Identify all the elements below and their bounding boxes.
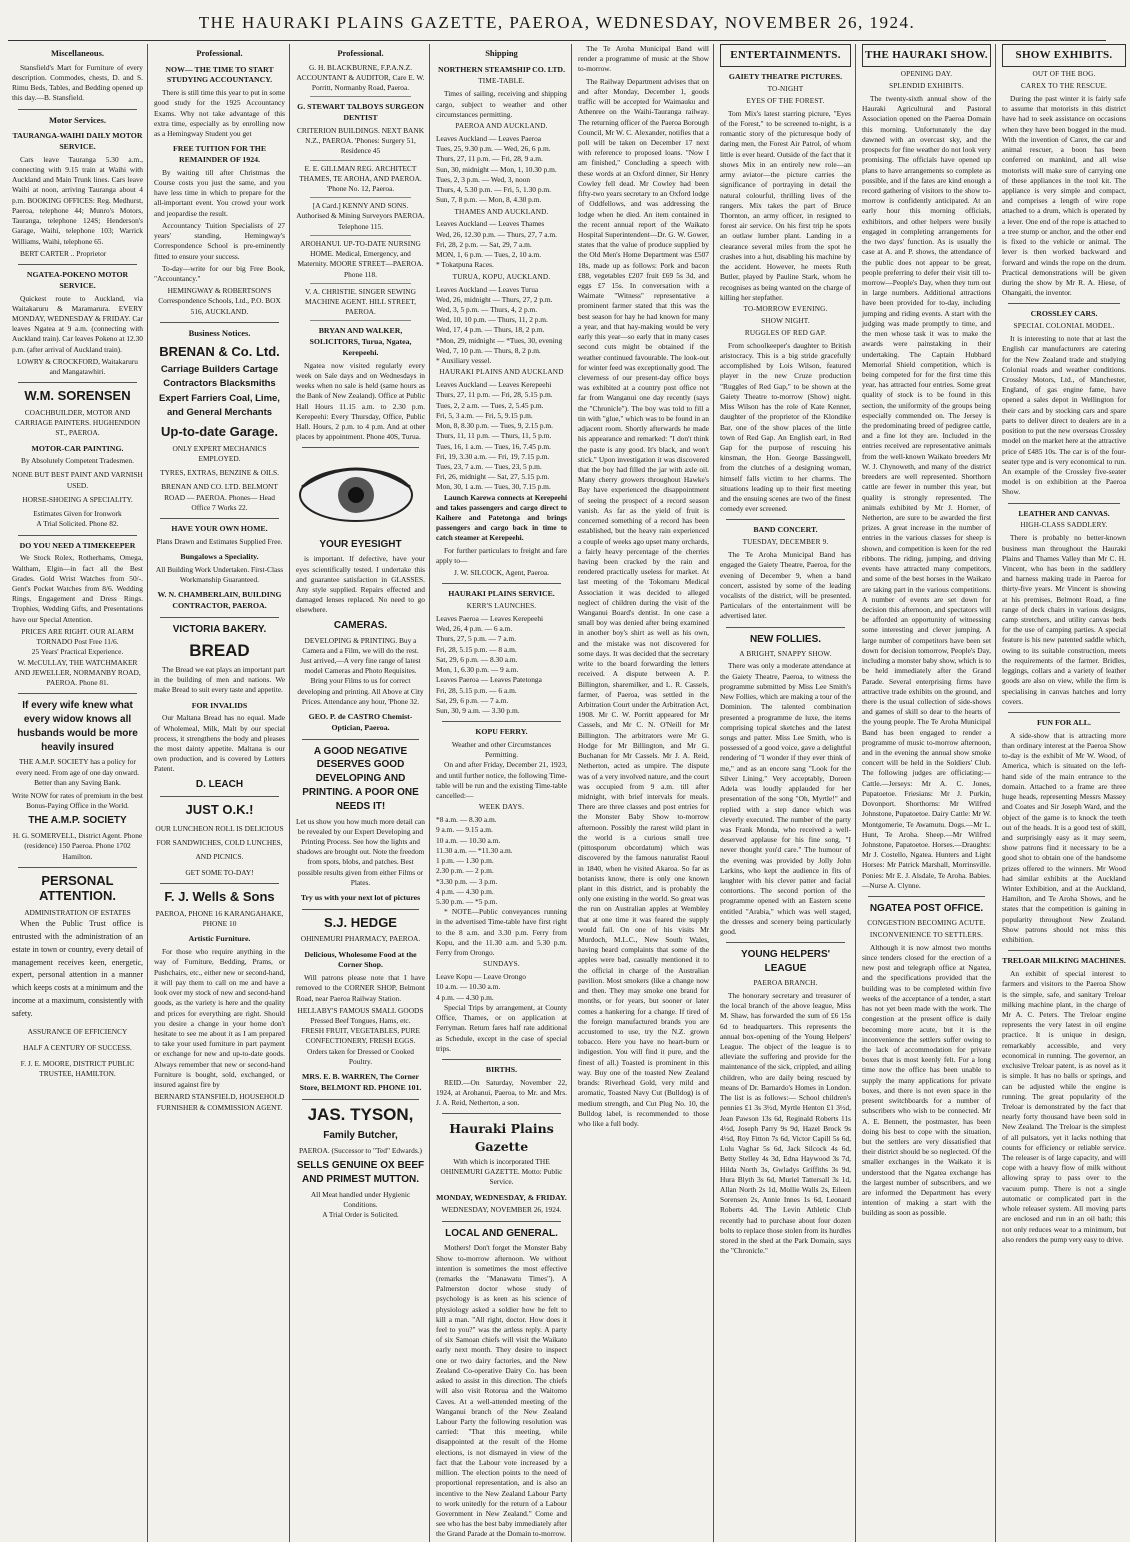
table-row: Leave Kopu — Leave Orongo: [436, 972, 526, 982]
bryan-text: Ngatea now visited regularly every week on Sale days and on Wednesdays in weeks when no sale is held (same hours as the Bank of New Zealand). Office at Public Hall Hours 11.15 a.m. to 2.30 p.m. Kerepeehi: Every Thursday, Office, Public Hall. Hours, 2 p.m. to 4 p.m. And at other places by appointment. Phone 40S, Turua.: [296, 360, 425, 442]
timetable-heading: TIME-TABLE.: [478, 77, 525, 86]
table-row: Thurs, 27, 11 p.m. — Fri, 28, 5.15 p.m.: [436, 390, 553, 400]
table-row: 2.30 p.m. — 2 p.m.: [436, 866, 494, 876]
warren: MRS. E. B. WARREN, The Corner Store, BELMONT RD. PHONE 101.: [299, 1072, 422, 1092]
news-body: The Railway Department advises that on and after Monday, December 1, goods traffic will be accepted for Waimauku and Athenree on the Waihi-Tauranga railway. The returning officer of the Paeroa Borough Council, Mr W. C. Alexander, notifies that a poll will be taken on December 17 next with reference to proposed loans. "Now I am finished," Concluding a speech with these words at an Oxford dinner, Sir Henry Cowley fell dead. Mr Cowley had been fifty-two years secretary to an Oxford lodge of Oddfellows, and was addressing the lodge when he died. An item contained in the recent annual report of the Waikato Hospital Superintendent—Dr. G. W. Gower, states that the value of produce supplied by the Old Men's Home Department was £507 18s, made up as follows: Pork and bacon £88, vegetables £207 fruit £69 5s 3d, and eggs £7 15s. In conversation with a Waimate "Witness" representative a prominent farmer stated that this was the best season for hay he had known for many a year, and that hay-making would be very early this year—so early that in many cases second cuts might be obtained if the weather continued favourable. The look-out for winter feed was exceptionally good. The cleverness of our present-day office boys was exhibited at a country post office not far from Wanganui one day recently (says the "Chronicle"). The boy was told to fill a tin with "glue," which was to be found in an adjacent room. Shortly afterwards he made his appearance and remarked: "I don't think the paste is any good. It's black, and won't stick." Upon investigation it was discovered that the boy had filled the jar with axle oil. Many cherry growers throughout Hawke's Bay have experienced the disappointment of seeing the prospect of a record season vanish. As far as the yield of fruit is concerned something of a record has been established, but the heavy rain experienced a couple of weeks ago upset many orchards, a fairly heavy percentage of the cherries having been cracked by the rain and rendered practically useless for market. At last meeting of the Tokomaru Medical Association it was decided to alleged neglect of children during the visit of the Wanganui Board's dentist. In one case a small boy was denied after being examined in another boy's shirt as well as his own, and the mistake was not discovered for some days. It was decided that the secretary write to the board forwarding the letters received. A dispute between A. P. Billington, sharemilker, and L. R. Cassels, farmer, of Paeroa, was settled in the Arbitration Court under the Arbitration Act, 1908. Mr C. W. Porritt appeared for Mr Cassels, and Mr C. N. O'Neill for Mr Billington. The arbitrators were Mr G. Hodge for Mr Billington, and Mr G. Buchanan for Mr Cassels. Mr J. A. Reid, Netherton, acted as umpire. The dispute was of a very involved nature, and the court was occupied from 9 a.m. till after midnight, with brief intervals for meals. There are three classes and post entries for the Monster Baby Show to-morrow afternoon. Possibly the rarest wild plant in the world is a curious small tree (pittosporum obcordatum) which was discovered by the famous naturalist Raoul in 1840, when he visited Akaroa. So far as botanists know, there is only one known plant in this district, and is probably the only one existing in the world. So great was the run on Australian apples at Wembley that at one time it was feared the supply would fail. On one of his visits Mr Murdoch, M.L.C., New South Wales, having heard complaints that some of the apples were bad, casually mentioned it to the official in charge of the Australian pavilion. Most smokers (like a change now and then. They may smoke one brand for months, or for years, but sooner or later comes a hankering for a change. If tired of the foreign manufactured brands you are accustomed to use, try the N.Z. grown tobacco. Here you have no heart-burn or indigestion. You will find it pure, and the finest of all.) Toasted is prominent in this way. Buy one of the toasted New Zealand brands: Riverhead Gold, very mild and aromatic, Toasted Navy Cut (Bulldog) is of medium strength, and Cut Plug No. 10, the Bulldog label, is recommended to those who like a full body.: [578, 76, 709, 1128]
young-helpers-text: The honorary secretary and treasurer of the local branch of the above league, Miss M. Shaw, has forwarded the sum of £6 15s 6d to headquarters. This represents the annual box-opening of the Young Helpers' League. The object of the league is to alleviate the suffering and provide for the maintenance of the sick, crippled, and ailing children, who are daily being rescued by means of Dr. Barnardo's Homes in London. The list is as follows:— School children's pennies £1 3s 3½d, Myrtle Henton £1 3½d, Jean Pawson 13s 6d, Reginald Roberts 11s 4½d, Joseph Parry 9s 9d, Hazel Brock 9s 4½d, Roy Fitton 7s 6d, Victor Capill 5s 6d, Lulu Vaghar 5s 6d, Jack Silcock 4s 6d, Betty Stelley 4s 3d, Edna Haywood 3s 7d, Hilda North 3s, Gwladys Griffiths 3s 9d, Hura Blyth 3s 6d, Muriel Tattersall 3s 1d, Allan North 2s 1d, Mollie Walls 2s, Eileen Sorensen 2s, Annie Innes 1s 6d, Leonard Roberts 4d. The Levin Athletic Club recently had to purchase about four dozen bolts to replace those stolen from its hurdles stored in the shed at the Park Domain, says the "Chronicle.": [720, 990, 851, 1256]
paeroa-auckland-heading: PAEROA AND AUCKLAND.: [455, 122, 548, 131]
table-row: 9 a.m. — 9.15 a.m.: [436, 825, 493, 835]
wells-address: PAEROA, PHONE 16 KARANGAHAKE, PHONE 10: [155, 909, 284, 929]
mccullay: W. McCULLAY, THE WATCHMAKER AND JEWELLER, NORMANBY ROAD, PAEROA. Phone 81.: [14, 657, 141, 687]
timekeeper-heading: DO YOU NEED A TIMEKEEPER: [19, 540, 136, 550]
carex-rescue: CAREX TO THE RESCUE.: [1020, 82, 1108, 91]
fun-text: A side-show that is attracting more than ordinary interest at the Paeroa Show to-day is the exhibit of Mr W. Wood, of America, which is situated on the left-hand side of the main entrance to the domain. Attached to a frame are three huge heads, representing Messrs Massey and Coates and Sir Joseph Ward, and the object of the game is to knock the teeth out of the heads. It is a good test of skill, and surprisingly easy as it may seem, show patrons find it necessary to be a good shot to obtain one of the handsome prizes offered to the winners. Mr Wood had similar exhibits at the Auckland Winter Exhibition, and at the Auckland, Hamilton, and Te Aroha Shows, and he states that the competition is gaining in popularity throughout New Zealand. Show patrons should not miss this exhibition.: [1002, 730, 1126, 945]
table-row: Thurs, 11, 11 p.m. — Thurs, 11, 5 p.m.: [436, 431, 552, 441]
section-shipping: Shipping: [485, 48, 518, 58]
section-professional: Professional.: [196, 48, 243, 58]
ruggles-text: From schoolkeeper's daughter to British aristocracy. This is a big stride gracefully accomplished by Lois Wilson, featured player in the new Cruze production "Ruggles of Red Gap," to be shown at the Gaiety Theatre to-morrow (Show) night. Miss Wilson has the role of Kate Kenner, daughter of the proprietor of the Klondike Bar, one of the show places of the little town of Red Gap. An English earl, in Red Gap for the purpose of rescuing his kinsman, the Hon. George Bassingwell, from the clutches of a designing woman, himself falls victim to her charms. The situations leading up to their first meeting and the ensuing scenes are two of the finest comedy ever screened.: [720, 340, 851, 514]
entertainments-heading: ENTERTAINMENTS.: [720, 44, 851, 67]
milking-text: An exhibit of special interest to farmers and visitors to the Paeroa Show is the simple, safe, and sanitary Treloar milking machine plant, in the charge of Mr A. C. Peters. The Treloar engine represents the very latest in oil engine practice. It is unique in design, remarkably accessible, and very economical in running. The governor, an exclusive Treloar patent, is as novel as it is simple. It has no balls or springs, and can be adjusted while the engine is running. The great popularity of the Treloar is demonstrated by the fact that nearly forty thousand have been sold in New Zealand. The Treloar is the simplest of all pulsators, yet it lacks nothing that counts for efficiency or reliable service. The releaser is of large capacity, and will cope with a heavy flow of milk without allowing spray to pass over to the vacuum pump. There is not a single automatic or complicated part in the whole releaser system. All moving parts are enclosed and run in an oil bath; this not only reduces wear to a minimum, but also renders the pump very easy to drive.: [1002, 969, 1126, 1244]
table-row: Thurs, 27, 11 p.m. — Fri, 28, 9 a.m.: [436, 154, 543, 164]
divider: [442, 721, 561, 722]
estimates: Estimates Given for Ironwork: [33, 509, 122, 519]
admin-text: When the Public Trust office is entrusted with the administration of an estate in town or country, every detail of management receives keen, energetic, expert, personal attention in a manner which keeps costs at a minimum and the income at a maximum, consistently with safety.: [12, 919, 143, 1018]
corner-shop: Delicious, Wholesome Food at the Corner Shop.: [304, 949, 417, 970]
table-row: Fri, 28, 2 p.m. — Sat, 29, 7 a.m.: [436, 239, 532, 249]
eyes-forest-text: Tom Mix's latest starring picture, "Eyes of the Forest," to be screened to-night, is a romantic story of the picturesque body of daring men, the Forest Air Patrol, of whom little is ever heard. Outside of the fact that it shows Mix in an entirely new role—an army aviator—the picture carries the significance of portraying in detail the natural colourful, thrilling lives of the rangers. Mix takes the part of Bruce Thornton, an army officer, in resigned to forest air service. On his first trip he spots an outlaw lumber plant. Landing in a clearance several miles from the spot he crashes into a hut, disabling his machine by the accident. However, he meets Ruth Butler, played by Pauline Stark, whom he recognises as being wanted on the charge of killing her stepfather.: [720, 108, 851, 302]
column-1: [8, 44, 148, 1542]
fun-heading: FUN FOR ALL.: [1037, 718, 1091, 728]
mechanics: ONLY EXPERT MECHANICS EMPLOYED.: [172, 443, 267, 463]
brenan-address: BRENAN AND CO. LTD. BELMONT ROAD — PAEROA. Phones— Head Office 7 Works 22.: [161, 482, 278, 512]
tauranga-sign: BERT CARTER .. Proprietor: [20, 248, 107, 258]
invalids-heading: FOR INVALIDS: [191, 700, 248, 710]
divider: [160, 518, 279, 519]
hedge-sub: OHINEMURI PHARMACY, PAEROA.: [300, 934, 421, 944]
divider: [18, 867, 137, 868]
personal-heading: PERSONAL ATTENTION.: [38, 872, 117, 904]
follies-text: There was only a moderate attendance at the Gaiety Theatre, Paeroa, to witness the programme submitted by Miss Lee Smith's New Follies, which are making a tour of the Dominion. The talented combination presented a programme de luxe, the items comprising topical sketches and the latest songs and patter. Miss Lee Smith, who is possessed of a good voice, gave a delightful rendering of "I wonder if they ever think of me," and as an encore sang "Look for the Silver Lining." Very acceptably, Doreen Adela was loudly applauded for her presentation of the song "Oh, Myrtle!" and replied with a step dance which was cleverly executed. The number of the party was Frank Monda, who received a well-deserved applause for his fine song, "I never thought you'd care." The humour of the evening was provided by Jolly John Larkins, who kept the audience in fits of laughter with his clever patter and facial contortions. The second portion of the programme opened with an Eastern scene entitled "Arabia," which was well staged, the dresses and scenery being particularly good.: [720, 661, 851, 937]
post-office-heading: NGATEA POST OFFICE.: [869, 903, 984, 915]
tyson-name: JAS. TYSON,: [307, 1104, 414, 1124]
crossley-heading: CROSSLEY CARS.: [1030, 309, 1098, 319]
table-row: Tues, 25, 9.30 p.m. — Wed, 26, 6 p.m.: [436, 144, 551, 154]
table-row: Sun, 30, 9 a.m. — 3.30 p.m.: [436, 706, 520, 715]
table-row: Wed, 26, 12.30 p.m. — Thurs, 27, 7 a.m.: [436, 229, 557, 239]
thames-auckland-heading: THAMES AND AUCKLAND.: [454, 207, 549, 216]
follies-heading: NEW FOLLIES.: [749, 633, 822, 645]
hauraki-auckland-table: [436, 380, 567, 492]
gazette-date: WEDNESDAY, NOVEMBER 26, 1924.: [441, 1205, 562, 1215]
hauraki-show-heading: THE HAURAKI SHOW.: [862, 44, 991, 67]
table-row: 4 p.m. — 4.30 p.m.: [436, 886, 494, 896]
show-night: SHOW NIGHT.: [761, 316, 810, 325]
divider: [302, 447, 419, 448]
free-tuition: FREE TUITION FOR THE REMAINDER OF 1924.: [172, 144, 267, 165]
tomorrow-evening: TO-MORROW EVENING.: [743, 304, 828, 313]
negative-heading: A GOOD NEGATIVE DESERVES GOOD DEVELOPING AND PRINTING. A POOR ONE NEEDS IT!: [302, 745, 419, 812]
section-misc: Miscellaneous.: [50, 48, 105, 58]
kerrs-launches: KERR'S LAUNCHES.: [466, 602, 537, 611]
column-5: [574, 44, 714, 1542]
de-castro: GEO. P. de CASTRO Chemist-Optician, Paeroa.: [308, 712, 413, 732]
show-text: The twenty-sixth annual show of the Hauraki Agricultural and Pastoral Association opened on the Paeroa Domain this morning. Unfortunately the day dawned with an overcast sky, and the prospects for fine weather do not look very promising. The officials have opened up plans to have arrangements so complete as possible, and if the fates are kind enough a record gathering of visitors to the show to-morrow is confidently anticipated. At an early hour this morning officials, exhibitors, and other helpers were busily engaged in completing arrangements for the two days' function. As is usually the case at A. and P. shows, the attendance of the public does not appear to be great, people preferring to defer their visit till to-morrow—People's Day, when they turn out in large numbers. Additional attractions have been provided for to-day, including jumping and riding events. A start with the judging was made promptly to time, and the men whose task it was to make the awards were painstaking in their undertaking. The Captain Hubbard Memorial Shield competition, which is being competed for for the first time this year, has attracted four entries. Some great quality of stock is to be found in this section, the uniformity of the groups being especially commended on. The Jersey is the predominating breed of pedigree cattle, and a fine lot they are. Included in the entries received are representative animals from the well-known Waikato breeders Mr W. J. Chynoweth, and many of the district breeders are well represented. Shorthorn cattle are fewer in number this year, but quality is strongly represented. The animals exhibited by Mr J. Horner, of Netherton, are sure to be awarded the first prizes. A great increase in the number of entries in the various classes for sheep is shown, and competition is keen for the red ribbons. The riding, jumping, and driving events have attracted many competitors, and some of the best horses in the Waikato are taking part in the various competitions. A number of events are set down for decision this afternoon, and spectators will be afforded an opportunity of witnessing some interesting and clever jumping. A large number of competitors have been set down for decision tomorrow, People's Day, including a monster baby show, which is to be held immediately after the Grand Parade. Several enterprising firms have attractive trade exhibits on the ground, and there is the usual collection of side-shows and games of skill so dear to the hearts of the young people. The Te Aroha Municipal Band has been engaged to render a programme of music to-morrow afternoon, and in the evening the annual show smoke concert will be held in the Soldiers' Club. The following judges are officiating:— Cattle.—Jerseys: Mr A. C. Jones, Pupatoetoe. Friesians: Mr J. Purkin, Dovonport. Shorthorns: Mr Wilfred Johnstone, Pupatoetoe. Dairy Cattle: Mr W. Montgomerie, Te Awamutu. Dogs.—Mr L. Hunt, Te Aroha. Sheep.—Mr Wilfred Johnstone, Papatoetoe. Horses.—Draughts: Mr J. Costello, Ngatea. Hunters and Light Horses: Mr Patrick Marshall, Morrinsville. Ponies: Mr E. J. Alsdale, Te Aroha. Babies.—Nurse A. Clynne.: [862, 94, 991, 890]
sorensen-name: W.M. SORENSEN: [24, 388, 131, 404]
band-date: TUESDAY, DECEMBER 9.: [742, 538, 829, 547]
stansfield-notice: Stansfield's Mart for Furniture of every description. Commodes, chests, D. and S. Rimu Beds, Tables, and Bedding opened up this day.—B. Stansfield.: [12, 62, 143, 103]
column-7: [858, 44, 996, 1542]
table-row: Mon, 1, 6.30 p.m. — 9 a.m.: [436, 665, 519, 675]
divider: [310, 197, 411, 198]
table-row: MON, 1, 6 p.m. — Tues, 2, 10 a.m.: [436, 250, 542, 260]
hygienic: All Meat handled under Hygienic Conditions.: [310, 1189, 411, 1209]
kenny: [A Card.] KENNY AND SONS. Authorised & Mining Surveyors PAEROA. Telephone 115.: [296, 201, 425, 231]
post-office-text: Although it is now almost two months since tenders closed for the erection of a new post and telegraph office at Ngatea, and the specifications provided that the building was to be completed within five weeks of the acceptance of a tender, a start has not yet been made with the work. The congestion at the present office is daily becoming more acute, but it is the inconvenience the settlers suffer owing to the lack of accommodation for private boxes that is most keenly felt. For a long time now the office has been unable to supply the many applications for private boxes, and there is not even space in the present switchboards for a number of subscribers who wish to be connected. Mr A. E. Bennett, the postmaster, has been doing his best to cope with the situation, but the settlers are very dissatisfied that their district should be so neglected. Of the smaller exchanges in the Waikato it is understood that the Ngatea exchange has the largest number of subscribers, and we are informed the Department has every intention of making a start with the building as soon as possible.: [862, 942, 991, 1218]
table-row: * Auxiliary vessel.: [436, 356, 492, 366]
horse-text: HORSE-SHOEING A SPECIALITY.: [22, 494, 133, 504]
table-row: Fri, 19, 3.30 a.m. — Fri, 19, 7.15 p.m.: [436, 451, 550, 461]
amp-write: Write NOW for rates of premium in the best Bonus-Paying Office in the World.: [12, 791, 143, 811]
tyres: TYRES, EXTRAS, BENZINE & OILS.: [160, 468, 279, 478]
accountancy-heading: NOW— THE TIME TO START STUDYING ACCOUNTANCY.: [165, 64, 274, 85]
table-row: Wed, 7, 10 p.m. — Thurs, 8, 2 p.m.: [436, 345, 541, 355]
table-row: Wed, 26, 4 p.m. — 6 a.m.: [436, 624, 513, 634]
divider: [310, 235, 411, 236]
local-general-text: Mothers! Don't forget the Monster Baby Show to-morrow afternoon. We without intention is sometimes the most effective (remarks the "Manawatu Times"). A Palmerston doctor whose study of psychology is as keen as his science of physiology asked a soldier how he felt to kill a man. "All right, doctor. How does it feel to you?" was the artless reply. A party of six Samoan chiefs will visit the Waikato early next month. They desire to inspect one or two dairy factories, and the New Zealand Co-operative Dairy Co. has been asked to assist in this direction. The chiefs will also visit Rotorua and the Waitomo Caves. At a well-attended meeting of the Wanganui branch of the New Zealand Labour Party the following resolution was carried: "That this meeting, while disappointed at the result of the Home elections, is not dismayed in view of the fact that the Labour vote increased by a million. The election points to the need of proportional representation, and is also an incentive to the New Zealand Labour Party to work unitedly for the return of a Labour Government in New Zealand." Come and see who has the best baby immediately after the Grand Parade at the Domain to-morrow.: [436, 1243, 567, 1539]
cameras-heading: CAMERAS.: [333, 619, 388, 631]
divider: [310, 160, 411, 161]
milking-heading: TRELOAR MILKING MACHINES.: [1002, 956, 1126, 966]
cameras-text: DEVELOPING & PRINTING. Buy a Camera and a Film, we will do the rest. Just arrived,—A very fine range of latest model Cameras and Photo Requisites. Bring your Films to us for correct developing and printing. All Above at City Prices. Attendance any hour, 'Phone 32.: [297, 635, 424, 706]
splendid-exhibits: SPLENDID EXHIBITS.: [889, 82, 964, 91]
week-days-table: [436, 815, 567, 907]
garage-heading: Up-to-date Garage.: [160, 424, 278, 440]
births-heading: BIRTHS.: [485, 1064, 518, 1074]
table-row: 10 a.m. — 10.30 a.m.: [436, 835, 501, 845]
divider: [442, 583, 561, 584]
eye-icon: [296, 457, 416, 527]
divider: [310, 96, 411, 97]
divider: [442, 1221, 561, 1222]
column-8: [998, 44, 1130, 1542]
northern-steamship: NORTHERN STEAMSHIP CO. LTD.: [437, 64, 566, 74]
hellaby: HELLABY'S FAMOUS SMALL GOODS: [297, 1005, 424, 1015]
band-intro: The Te Aroha Municipal Band will render a programme of music at the Show to-morrow.: [578, 44, 709, 74]
table-row: 4 p.m. — 4.30 p.m.: [436, 992, 494, 1002]
kopu-text: On and after Friday, December 21, 1923, and until further notice, the following Time-table will be run and the existing Time-table cancelled:—: [436, 760, 567, 801]
ferry-note: * NOTE—Public conveyances running in the advertised Time-table have first right to the 8 a.m. and 3.30 p.m. Ferry from Kopu, and the 11.30 a.m. and 5.30 p.m. Ferry from Orongo.: [436, 907, 567, 958]
table-row: Wed, 17, 4 p.m. — Thurs, 18, 2 p.m.: [436, 325, 545, 335]
table-row: Sat, 29, 6 p.m. — 8.30 a.m.: [436, 654, 518, 664]
divider: [1008, 950, 1120, 951]
opening-day: OPENING DAY.: [900, 70, 953, 79]
artistic-text: For those who require anything in the way of Furniture, Bedding, Prams, or Pushchairs, etc., either new or second-hand, it will pay them to call on me and have a look over my stock of new and second-hand goods, as the variety is here and the quality and prices for everything are right. Should you desire a change in your home don't hesitate to see me about it as I am prepared to take your used furniture in part payment or exchange for new and up-to-date goods. Always remember that new or second-hand Furniture is bought, sold, exchanged, or insured against fire by: [154, 947, 285, 1090]
table-row: *Mon, 29, midnight — *Tues, 30, evening: [436, 335, 563, 345]
table-row: Leaves Paeroa — Leaves Kerepeehi: [436, 614, 544, 624]
trustee: F. J. E. MOORE, DISTRICT PUBLIC TRUSTEE, HAMILTON.: [20, 1059, 135, 1079]
just-ok: JUST O.K.!: [185, 802, 254, 818]
brenan-name: BRENAN & Co. Ltd.: [159, 343, 280, 359]
timekeeper-text: We Stock Rolex, Rotherhams, Omega, Waltham, Elgin—in fact all the Best Grades. Gold Wrist Watches from 50/-. Gent's Pocket Watches from 8/6. Wedding Rings, Engagement and Dress Rings. Trophies, Wedding Gifts, and Presentations have our Special Attention.: [12, 553, 143, 624]
ngatea-heading: NGATEA-POKENO MOTOR SERVICE.: [26, 270, 129, 290]
trial: A Trial Solicited. Phone 82.: [36, 519, 119, 529]
divider: [726, 627, 845, 628]
wife-heading: If every wife knew what every widow knows all husbands would be more heavily insured: [17, 700, 138, 753]
hedge-name: S.J. HEDGE: [324, 914, 397, 930]
plans: Plans Drawn and Estimates Supplied Free.: [156, 536, 283, 546]
table-row: Fri, 26, midnight — Sat, 27, 5.15 p.m.: [436, 472, 550, 482]
table-row: Mon, 30, 1 a.m. — Tues, 30, 7.15 p.m.: [436, 482, 551, 492]
divider: [18, 109, 137, 110]
bungalows: Bungalows a Speciality.: [180, 552, 259, 562]
divider: [18, 535, 137, 536]
divider: [442, 1059, 561, 1060]
columns: [8, 44, 1126, 1539]
divider: [18, 693, 137, 694]
divider: [726, 519, 845, 520]
section-professional: Professional.: [337, 48, 384, 58]
week-days-heading: WEEK DAYS.: [478, 803, 525, 812]
tauranga-heading: TAURANGA-WAIHI DAILY MOTOR SERVICE.: [12, 131, 143, 152]
tyson-address: PAEROA. (Successor to "Ted" Edwards.): [298, 1145, 423, 1155]
leach-name: D. LEACH: [195, 778, 244, 790]
divider: [18, 382, 137, 383]
bread-text: The Bread we eat plays an important part in the building of men and nations. We make Bread to suit every taste and appetite.: [154, 664, 285, 695]
paeroa-auckland-table: [436, 134, 567, 206]
table-row: Wed, 26, midnight — Thurs, 27, 2 p.m.: [436, 294, 553, 304]
tauranga-text: Cars leave Tauranga 5.30 a.m., connecting with 9.15 train at Waihi with Auckland and Main Trunk lines. Cars leave Waihi at noon, arriving Tauranga about 4 p.m. BOOKING OFFICES: Reg. Medhurst, Paeroa, telephone 44; Munro's Motors, Tauranga, telephone 124S; Henderson's Garage, Waihi, telephone 103; Warrick Williams, Waihi, telephone 65.: [12, 154, 143, 246]
table-row: Tues, 2, 3 p.m. — Wed, 3, noon: [436, 174, 531, 184]
bryan: BRYAN AND WALKER, SOLICITORS, Turua, Ngatea, Kerepeehi.: [309, 326, 412, 357]
gaiety-theatre: GAIETY THEATRE PICTURES.: [728, 72, 843, 82]
divider: [1008, 503, 1120, 504]
chamberlain: W. N. CHAMBERLAIN, BUILDING CONTRACTOR, PAEROA.: [157, 590, 282, 610]
table-row: *3.30 p.m. — 3 p.m.: [436, 876, 498, 886]
eyes-forest-heading: EYES OF THE FOREST.: [746, 96, 825, 105]
table-row: Thurs, 27, 5 p.m. — 7 a.m.: [436, 634, 517, 644]
talboys: G. STEWART TALBOYS SURGEON DENTIST: [297, 102, 424, 123]
luncheon: OUR LUNCHEON ROLL IS DELICIOUS FOR SANDWICHES, COLD LUNCHES, AND PICNICS.: [155, 824, 284, 862]
get-some: GET SOME TO-DAY!: [185, 868, 254, 878]
tonight: TO-NIGHT: [767, 84, 804, 93]
write-today: To-day—write for our big Free Book, "Accountancy.": [154, 263, 285, 283]
column-6: [716, 44, 856, 1542]
invalids-text: Our Maltana Bread has no equal. Made of Wholemeal, Milk, Malt by our special process, it strengthens the body and pleases the most dainty appetite. Maltana is our own production, and is covered by Letters Patent.: [154, 713, 285, 774]
victoria-bakery: VICTORIA BAKERY.: [172, 623, 267, 635]
paint-text: NONE BUT BEST PAINT AND VARNISH USED.: [12, 470, 143, 490]
column-4: [432, 44, 572, 1542]
divider: [160, 883, 279, 884]
bog-heading: OUT OF THE BOG.: [1032, 70, 1096, 79]
table-row: Tues, 23, 7 a.m. — Tues, 23, 5 p.m.: [436, 461, 542, 471]
divider: [160, 617, 279, 618]
divider: [868, 896, 985, 897]
arohanui: AROHANUI. UP-TO-DATE NURSING HOME. Medical, Emergency, and Maternity. MOORE STREET—PAEROA. Phone 118.: [297, 238, 424, 279]
table-row: Fri, 28, 5.15 p.m. — 8 a.m.: [436, 644, 517, 654]
hauraki-auckland-heading: HAURAKI PLAINS AND AUCKLAND: [439, 368, 564, 377]
bog-text: During the past winter it is fairly safe to assume that motorists in this district have had to seek assistance on occasions when they have been bogged in the mud. With the invention of Carex, the car and animal rescuer, a boon has been conferred on mankind, and all wise motorists will make sure of carrying one of these appliances in the tool kit. The appliance is very simple and compact, and comprises a length of wire rope attached to a drum, which is operated by a lever. One end of the rope is attached to a tree stump or anchor, and the other end is fixed to the vehicle or animal. The lever is then worked backward and forward and winds the rope on the drum. Practical demonstrations will be given during the show by Mr R. A. Hiese, of Ohangaiti, the inventor.: [1002, 94, 1126, 298]
reid-birth: REID.—On Saturday, November 22, 1924, at Arohanui, Paeroa, to Mr. and Mrs. J. A. Reid, Netherton, a son.: [436, 1077, 567, 1108]
divider: [302, 909, 419, 910]
table-row: Leaves Auckland — Leaves Turua: [436, 284, 539, 294]
home-heading: HAVE YOUR OWN HOME.: [171, 524, 268, 534]
hauraki-note: Launch Karewa connects at Kerepeehi and takes passengers and cargo direct to Kaihere and Patetonga and brings passengers and cargo back in time to catch steamer at Kerepeehi.: [436, 492, 567, 543]
amp-text: THE A.M.P. SOCIETY has a policy for every need. From age of one day onward. Better than any Saving Bank.: [16, 757, 139, 787]
ngatea-text: Quickest route to Auckland, via Waitakaruru & Maramarura. EVERY MONDAY, WEDNESDAY & FRIDAY. Car leaves Ngatea at 9 a.m. (connecting with Auckland train). Car leaves Pokeno at 12.30 p.m. (after arrival of Auckland train).: [12, 293, 143, 354]
table-row: Fri, 28, 5.15 p.m. — 6 a.m.: [436, 685, 517, 695]
table-row: Leaves Auckland — Leaves Kerepeehi: [436, 380, 552, 390]
table-row: * Tokatpuna Races.: [436, 260, 494, 270]
divider: [1008, 303, 1120, 304]
table-row: Sun, 7, 8 p.m. — Mon, 8, 4.30 p.m.: [436, 195, 542, 205]
ruggles-heading: RUGGLES OF RED GAP.: [744, 328, 827, 337]
ngatea-sign: LOWRY & CROCKFORD, Waitakaruru and Mangatawhiri.: [17, 356, 138, 377]
divider: [310, 283, 411, 284]
stansfield-sign: BERNARD STANSFIELD, HOUSEHOLD FURNISHER & COMMISSION AGENT.: [154, 1092, 285, 1112]
amp-agent: H. G. SOMERVELL, District Agent. Phone (residence) 150 Paeroa. Phone 1702 Hamilton.: [12, 831, 143, 861]
inconvenience: INCONVENIENCE TO SETTLERS.: [869, 930, 984, 939]
silcock: J. W. SILCOCK, Agent, Paeroa.: [453, 568, 550, 578]
negative-text: Let us show you how much more detail can be revealed by our Expert Developing and Printing Process. See how the lights and shadows are brought out. Note the freedom from spots, blobs, and patches. Best possible results given from either Films or Plates.: [296, 816, 425, 887]
accountancy-specialists: Accountancy Tuition Specialists of 27 years' standing, Hemingway's Correspondence School is pre-eminently fitted to ensure your success.: [154, 220, 285, 261]
paeroa-branch: PAEROA BRANCH.: [753, 978, 818, 987]
table-row: Tues, 2, 2 a.m. — Tues, 2, 5.45 p.m.: [436, 400, 544, 410]
brenan-lines: Carriage Builders Cartage Contractors Blacksmiths Expert Farriers Coal, Lime, and General Merchants: [159, 364, 280, 418]
divider: [1008, 712, 1120, 713]
motorcar-heading: MOTOR-CAR PAINTING.: [31, 443, 124, 453]
saddlery: HIGH-CLASS SADDLERY.: [1020, 521, 1108, 530]
congestion: CONGESTION BECOMING ACUTE.: [867, 918, 986, 927]
table-row: Thurs, 4, 5.30 p.m. — Fri, 5, 1.30 p.m.: [436, 185, 551, 195]
leather-heading: LEATHER AND CANVAS.: [1018, 508, 1110, 518]
table-row: 10 a.m. — 10.30 a.m.: [436, 982, 501, 992]
table-row: Leaves Auckland — Leaves Paeroa: [436, 134, 542, 143]
show-exhibits-heading: SHOW EXHIBITS.: [1002, 44, 1126, 67]
masthead-rule: [8, 40, 1106, 41]
table-row: Wed, 10, 10 p.m. — Thurs, 11, 2 p.m.: [436, 315, 548, 325]
divider: [18, 264, 137, 265]
motorcar-text: By Absolutely Competent Tradesmen.: [21, 456, 134, 466]
gazette-days: MONDAY, WEDNESDAY, & FRIDAY.: [436, 1192, 567, 1202]
sorensen-text: COACHBUILDER, MOTOR AND CARRIAGE PAINTERS. HUGHENDON ST., PAEROA.: [14, 407, 141, 438]
young-helpers-heading: YOUNG HELPERS' LEAGUE: [740, 949, 831, 975]
kopu-note: Weather and other Circumstances Permitting.: [451, 739, 552, 760]
trial-order: A Trial Order is Solicited.: [322, 1210, 399, 1220]
table-row: 5.30 p.m. — *5 p.m.: [436, 896, 498, 906]
eyesight-text: is important. If defective, have your eyes scientifically tested. I undertake this and guarantee satisfaction in GLASSES. Any style supplied. Repairs effected and damaged lenses replaced. No need to go elsewhere.: [296, 554, 425, 615]
table-row: Leaves Auckland — Leaves Thames: [436, 219, 545, 229]
special-trips: Special Trips by arrangement, at County Office, Thames, or on application at Ferryman. Return fares half rate additional as Schedule, except in the case of special trips.: [436, 1002, 567, 1053]
assurance: ASSURANCE OF EFFICIENCY: [27, 1026, 128, 1036]
gillman: E. E. GILLMAN REG. ARCHITECT THAMES, TE AROHA, AND PAEROA. 'Phone No. 12, Paeroa.: [299, 163, 422, 193]
artistic-heading: Artistic Furniture.: [188, 934, 251, 944]
by-waiting: By waiting till after Christmas the Course costs you just the same, and you have less time in which to prepare for the all-important event. You crowd your work and jeopardise the result.: [154, 167, 285, 218]
blackburne: G. H. BLACKBURNE, F.P.A.N.Z. ACCOUNTANT & AUDITOR, Care E. W. Porritt, Normanby Road, Paeroa.: [296, 62, 425, 93]
thames-auckland-table: [436, 219, 567, 270]
divider: [302, 739, 419, 740]
local-general-heading: LOCAL AND GENERAL.: [445, 1227, 558, 1239]
section-business: Business Notices.: [188, 327, 251, 338]
table-row: Leaves Paeroa — Leaves Patetonga: [436, 675, 542, 685]
gazette-logo: Hauraki Plains Gazette: [449, 1121, 554, 1154]
table-row: Sat, 29, 6 p.m. — 7 a.m.: [436, 695, 509, 705]
leather-text: There is probably no better-known business man throughout the Hauraki Plains and Thames Valley than Mr C. H. Vincent, who has been in the saddlery and harness making trade in Paeroa for thirty-five years. Mr Vincent is showing at his premises, Belmont Road, a fine range of deck chairs in various designs, camp stretchers, and utility canvas beds for the use of camping parties. A special feature is his new patented saddle which, owing to its suitable construction, meets the requirements of the farmer. Bridles, leggings, collars and a variety of leather goods are also on view, while the firm is specialising in canvas hatches and lorry covers.: [1002, 533, 1126, 706]
sundays-table: [436, 972, 567, 1003]
timetable-note: Times of sailing, receiving and shipping cargo, subject to weather and other circumstances permitting.: [436, 89, 567, 119]
crossley-text: It is interesting to note that at last the English car manufacturers are catering for the New Zealand trade and studying Colonial roads and weather conditions. Crossley Motors, Ltd., of Manchester, England, of gas engine fame, have opened a sales depot in Wellington for their cars and by stocking cars and spare parts to deliver direct to dealers are in a position to put the new overseas Crossley model on the market here at the attractive price of £485 10s. The car is of the four-seater type and is very economical to run. An example of the Crossley five-seater model is on exhibition at the Paeroa Show.: [1002, 334, 1126, 497]
kerrs-table: [436, 614, 567, 716]
orders: Orders taken for Dressed or Cooked Poultry.: [307, 1046, 414, 1066]
prices: PRICES ARE RIGHT. OUR ALARM TORNADO Post Free 11/6.: [21, 626, 134, 647]
eyesight-heading: YOUR EYESIGHT: [319, 538, 402, 550]
admin-heading: ADMINISTRATION OF ESTATES: [24, 908, 131, 918]
try-us: Try us with your next lot of pictures: [300, 893, 421, 903]
divider: [310, 320, 411, 321]
column-3: [292, 44, 430, 1542]
masthead: THE HAURAKI PLAINS GAZETTE, PAEROA, WEDNESDAY, NOVEMBER 26, 1924.: [198, 13, 916, 32]
bread-heading: BREAD: [189, 640, 250, 660]
divider: [160, 322, 279, 323]
turua-table: [436, 285, 567, 367]
gazette-sub: With which is incorporated THE OHINEMURI GAZETTE. Motto: Public Service.: [440, 1156, 563, 1187]
experience: 25 Years' Practical Experience.: [31, 647, 124, 657]
further-particulars: For further particulars to freight and fare apply to—: [436, 545, 567, 565]
christie: V. A. CHRISTIE. SINGER SEWING MACHINE AGENT. HILL STREET, PAEROA.: [305, 286, 416, 317]
table-row: Mon, 8, 8.30 p.m. — Tues, 9, 2.15 p.m.: [436, 421, 554, 431]
talboys-address: CRITERION BUILDINGS. NEXT BANK N.Z., PAEROA. 'Phones: Surgery 51, Residence 45: [296, 125, 425, 156]
table-row: Fri, 5, 3 a.m. — Fri, 5, 9.15 p.m.: [436, 410, 533, 420]
amp-name: THE A.M.P. SOCIETY: [28, 815, 127, 827]
band-concert-heading: BAND CONCERT.: [753, 525, 818, 535]
kopu-heading: KOPU FERRY.: [475, 727, 528, 737]
divider: [302, 1099, 419, 1100]
crossley-sub: SPECIAL COLONIAL MODEL.: [1013, 322, 1115, 331]
table-row: Wed, 3, 5 p.m. — Thurs, 4, 2 p.m.: [436, 304, 538, 314]
divider: [726, 942, 845, 943]
accountancy-body: There is still time this year to put in some good study for the 1925 Accountancy Exams. Why not take advantage of this extra time, especially as by enrolling now as a Hemingway Student you get: [154, 88, 285, 139]
band-text: The Te Aroha Municipal Band has engaged the Gaiety Theatre, Paeroa, for the evening of December 9, when a band concert, assisted by some of the leading vocalists of the district, will be presented. Particulars of the entertainment will be advertised later.: [720, 550, 851, 621]
section-motor: Motor Services.: [49, 114, 106, 125]
hauraki-service-heading: HAURAKI PLAINS SERVICE.: [448, 589, 555, 599]
tyson-sub: Family Butcher,: [323, 1129, 398, 1141]
divider: [442, 1113, 561, 1114]
column-2: [150, 44, 290, 1542]
table-row: 1 p.m. — 1.30 p.m.: [436, 856, 494, 866]
divider: [160, 796, 279, 797]
pressed: Pressed Beef Tongues, Hams, etc.: [310, 1015, 411, 1025]
fresh: FRESH FRUIT, VEGETABLES, PURE CONFECTIONERY, FRESH EGGS.: [301, 1026, 420, 1046]
half-century: HALF A CENTURY OF SUCCESS.: [23, 1042, 132, 1052]
turua-heading: TURUA, KOPU, AUCKLAND.: [452, 272, 551, 281]
hemingway: HEMINGWAY & ROBERTSON'S Correspondence Schools, Ltd., P.O. BOX 516, AUCKLAND.: [158, 286, 281, 316]
follies-sub: A BRIGHT, SNAPPY SHOW.: [739, 649, 832, 658]
table-row: *8 a.m. — 8.30 a.m.: [436, 815, 497, 825]
corner-text: Will patrons please note that I have removed to the CORNER SHOP, Belmont Road, near Paeroa Railway Station.: [296, 973, 425, 1003]
table-row: Sun, 30, midnight — Mon, 1, 10.30 p.m.: [436, 164, 557, 174]
building-work: All Building Work Undertaken. First-Class Workmanship Guaranteed.: [155, 564, 284, 585]
tyson-sells: SELLS GENUINE OX BEEF AND PRIMEST MUTTON.: [296, 1159, 425, 1185]
table-row: 11.30 a.m. — *11.30 a.m.: [436, 845, 513, 855]
sundays-heading: SUNDAYS.: [483, 960, 520, 969]
table-row: Tues, 16, 1 a.m. — Tues, 16, 7.45 p.m.: [436, 441, 551, 451]
wells-name: F. J. Wells & Sons: [164, 889, 275, 905]
